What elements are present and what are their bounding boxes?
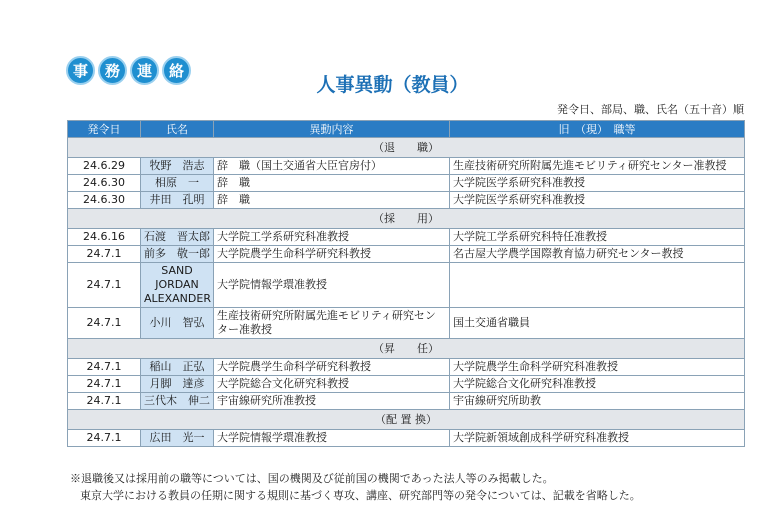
cell-date: 24.7.1 — [68, 308, 141, 339]
section-label: （昇 任） — [68, 339, 745, 359]
table-row — [68, 246, 745, 263]
cell-date: 24.7.1 — [68, 430, 141, 447]
table-row — [68, 175, 745, 192]
section-row — [68, 339, 745, 359]
table-header-row — [68, 121, 745, 138]
table-row — [68, 229, 745, 246]
table-row — [68, 263, 745, 308]
cell-date: 24.6.30 — [68, 175, 141, 192]
cell-content: 大学院情報学環准教授 — [214, 430, 450, 447]
cell-date: 24.7.1 — [68, 376, 141, 393]
cell-date: 24.6.30 — [68, 192, 141, 209]
badge: 絡 — [162, 56, 191, 85]
table-row — [68, 376, 745, 393]
cell-former: 大学院総合文化研究科准教授 — [450, 376, 745, 393]
table-row — [68, 308, 745, 339]
badge: 務 — [98, 56, 127, 85]
cell-name: 稲山 正弘 — [141, 359, 214, 376]
section-row — [68, 209, 745, 229]
column-header-content: 異動内容 — [214, 121, 450, 138]
cell-name: 月脚 達彦 — [141, 376, 214, 393]
column-header-name: 氏名 — [141, 121, 214, 138]
cell-name: 牧野 浩志 — [141, 158, 214, 175]
column-header-former: 旧 （現） 職等 — [450, 121, 745, 138]
cell-former: 宇宙線研究所助教 — [450, 393, 745, 410]
cell-name: 広田 光一 — [141, 430, 214, 447]
cell-name: 三代木 伸二 — [141, 393, 214, 410]
footnotes — [70, 470, 760, 504]
personnel-table — [67, 120, 745, 447]
cell-date: 24.7.1 — [68, 393, 141, 410]
section-label: （退 職） — [68, 138, 745, 158]
section-row — [68, 138, 745, 158]
footnote-line: 東京大学における教員の任期に関する規則に基づく専攻、講座、研究部門等の発令については、記載を省略した。 — [80, 489, 641, 502]
cell-name: SAND JORDAN ALEXANDER — [141, 263, 214, 308]
cell-date: 24.7.1 — [68, 359, 141, 376]
cell-former: 国土交通省職員 — [450, 308, 745, 339]
cell-former: 生産技術研究所附属先進モビリティ研究センター准教授 — [450, 158, 745, 175]
cell-date: 24.6.16 — [68, 229, 141, 246]
badge: 事 — [66, 56, 95, 85]
cell-date: 24.6.29 — [68, 158, 141, 175]
cell-former: 名古屋大学農学国際教育協力研究センター教授 — [450, 246, 745, 263]
cell-content: 辞 職 — [214, 175, 450, 192]
cell-name: 相原 一 — [141, 175, 214, 192]
cell-former: 大学院農学生命科学研究科准教授 — [450, 359, 745, 376]
cell-former: 大学院工学系研究科特任准教授 — [450, 229, 745, 246]
table-row — [68, 158, 745, 175]
cell-date: 24.7.1 — [68, 246, 141, 263]
cell-content: 辞 職（国土交通省大臣官房付） — [214, 158, 450, 175]
section-row — [68, 410, 745, 430]
table-row — [68, 393, 745, 410]
cell-name: 石渡 晋太郎 — [141, 229, 214, 246]
cell-name: 小川 智弘 — [141, 308, 214, 339]
page-title: 人事異動（教員） — [316, 74, 469, 96]
sort-order-note: 発令日、部局、職、氏名（五十音）順 — [557, 103, 744, 116]
table-row — [68, 359, 745, 376]
column-header-date: 発令日 — [68, 121, 141, 138]
cell-content: 大学院工学系研究科准教授 — [214, 229, 450, 246]
cell-content: 生産技術研究所附属先進モビリティ研究センター准教授 — [214, 308, 450, 339]
cell-content: 大学院総合文化研究科教授 — [214, 376, 450, 393]
cell-content: 大学院農学生命科学研究科教授 — [214, 246, 450, 263]
section-label: （採 用） — [68, 209, 745, 229]
cell-content: 宇宙線研究所准教授 — [214, 393, 450, 410]
cell-content: 大学院情報学環准教授 — [214, 263, 450, 308]
table-row — [68, 430, 745, 447]
cell-name: 井田 孔明 — [141, 192, 214, 209]
cell-date: 24.7.1 — [68, 263, 141, 308]
cell-content: 大学院農学生命科学研究科教授 — [214, 359, 450, 376]
cell-former: 大学院医学系研究科准教授 — [450, 192, 745, 209]
cell-former: 大学院医学系研究科准教授 — [450, 175, 745, 192]
footnote-line: ※退職後又は採用前の職等については、国の機関及び従前国の機関であった法人等のみ掲載した。 — [70, 472, 554, 485]
cell-former: 大学院新領域創成科学研究科准教授 — [450, 430, 745, 447]
table-row — [68, 192, 745, 209]
badge: 連 — [130, 56, 159, 85]
section-label: （配 置 換） — [68, 410, 745, 430]
cell-name: 前多 敬一郎 — [141, 246, 214, 263]
cell-former — [450, 263, 745, 308]
cell-content: 辞 職 — [214, 192, 450, 209]
